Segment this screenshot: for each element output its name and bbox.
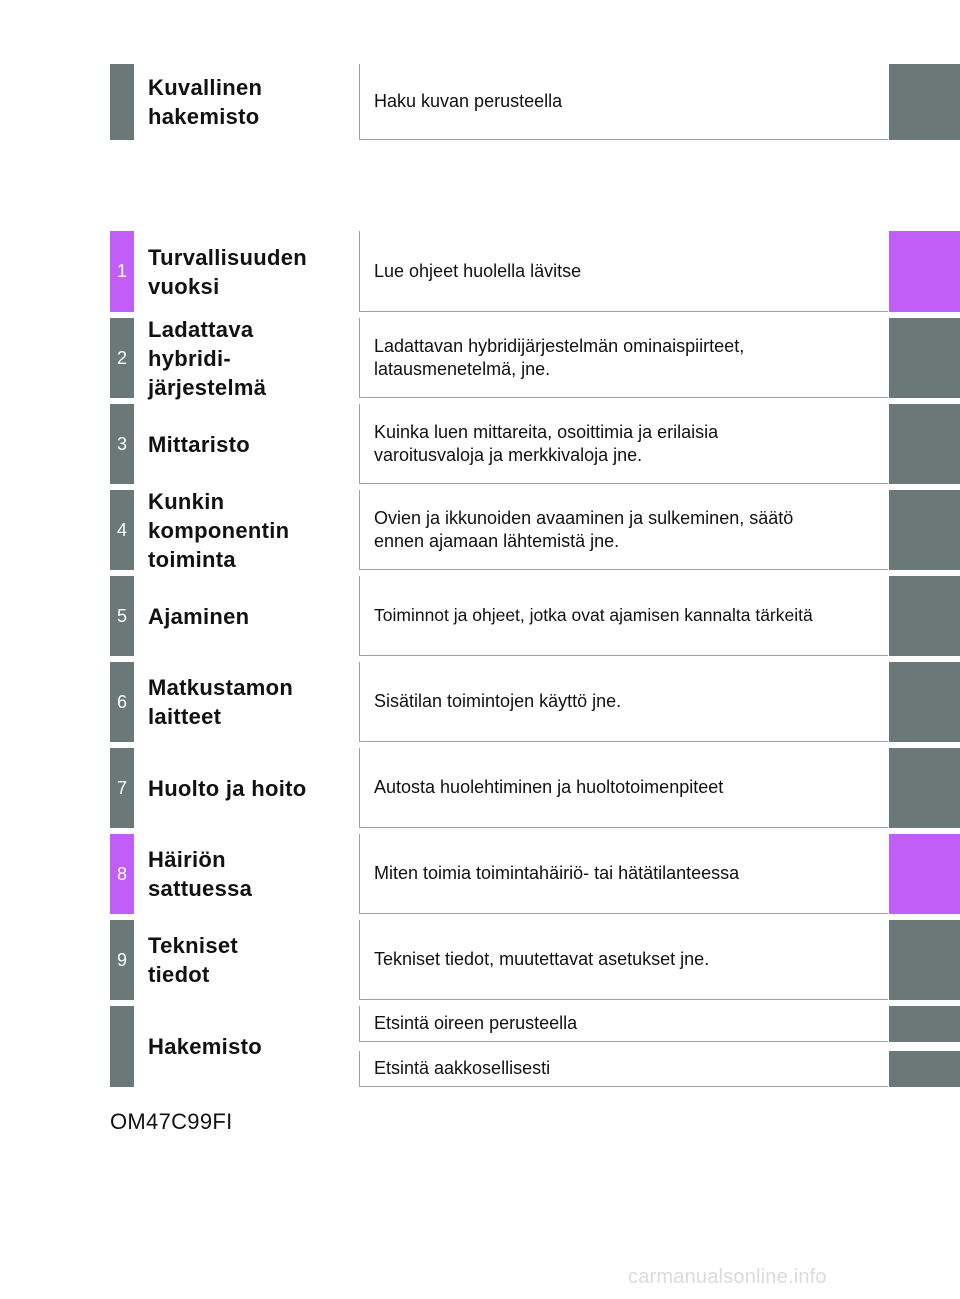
chapter-row-5[interactable]	[110, 576, 960, 656]
header-title: Kuvallinen hakemisto	[148, 75, 263, 129]
chapter-description: Kuinka luen mittareita, osoittimia ja erilaisia varoitusvaloja ja merkkivaloja jne.	[359, 404, 888, 484]
chapter-edge-tab[interactable]	[889, 318, 960, 398]
chapter-number: 3	[110, 404, 134, 484]
chapter-title: Kunkin komponentin toiminta	[148, 488, 290, 572]
chapter-description: Ovien ja ikkunoiden avaaminen ja sulkeminen, säätö ennen ajamaan lähtemistä jne.	[359, 490, 888, 570]
chapter-description: Toiminnot ja ohjeet, jotka ovat ajamisen kannalta tärkeitä	[359, 576, 888, 656]
chapter-title: Huolto ja hoito	[148, 775, 307, 801]
chapter-title: Turvallisuuden vuoksi	[148, 244, 308, 299]
chapter-number: 4	[110, 490, 134, 570]
chapter-edge-tab[interactable]	[889, 748, 960, 828]
chapter-description: Autosta huolehtiminen ja huoltotoimenpiteet	[359, 748, 888, 828]
index-item-alphabetical[interactable]: Etsintä aakkosellisesti	[359, 1051, 888, 1087]
chapter-number: 1	[110, 231, 134, 312]
chapter-number: 6	[110, 662, 134, 742]
chapter-title: Häiriön sattuessa	[148, 847, 253, 901]
chapter-edge-tab[interactable]	[889, 231, 960, 312]
chapter-edge-tab[interactable]	[889, 576, 960, 656]
chapter-edge-tab[interactable]	[889, 662, 960, 742]
chapter-title: Tekniset tiedot	[148, 933, 239, 987]
chapter-description: Sisätilan toimintojen käyttö jne.	[359, 662, 888, 742]
chapter-number: 8	[110, 834, 134, 914]
chapter-title: Ajaminen	[148, 603, 250, 629]
chapter-row-8[interactable]	[110, 834, 960, 914]
header-edge-tab[interactable]	[889, 64, 960, 140]
chapter-row-2[interactable]	[110, 318, 960, 398]
chapter-edge-tab[interactable]	[889, 920, 960, 1000]
chapter-edge-tab[interactable]	[889, 490, 960, 570]
chapter-row-9[interactable]	[110, 920, 960, 1000]
header-description: Haku kuvan perusteella	[359, 64, 888, 140]
chapter-row-7[interactable]	[110, 748, 960, 828]
chapter-number: 2	[110, 318, 134, 398]
chapter-description: Lue ohjeet huolella lävitse	[359, 231, 888, 312]
index-title: Hakemisto	[148, 1034, 262, 1059]
watermark: carmanualsonline.info	[628, 1266, 827, 1288]
index-edge-tab-symptom[interactable]	[889, 1006, 960, 1042]
manual-code: OM47C99FI	[110, 1109, 233, 1134]
chapter-number: 7	[110, 748, 134, 828]
chapter-number: 5	[110, 576, 134, 656]
index-edge-tab-alphabetical[interactable]	[889, 1051, 960, 1087]
index-row	[110, 1006, 960, 1087]
chapter-row-1[interactable]	[110, 231, 960, 312]
chapter-description: Ladattavan hybridijärjestelmän ominaispiirteet, latausmenetelmä, jne.	[359, 318, 888, 398]
chapter-title: Ladattava hybridi- järjestelmä	[148, 316, 267, 400]
chapter-title: Matkustamon laitteet	[148, 675, 294, 729]
chapter-number: 9	[110, 920, 134, 1000]
index-color-bar	[110, 1006, 134, 1087]
chapter-title: Mittaristo	[148, 431, 250, 457]
chapter-description: Miten toimia toimintahäiriö- tai hätätilanteessa	[359, 834, 888, 914]
chapter-edge-tab[interactable]	[889, 404, 960, 484]
header-color-bar	[110, 64, 134, 140]
header-row[interactable]	[110, 64, 960, 140]
chapter-row-3[interactable]	[110, 404, 960, 484]
chapter-row-4[interactable]	[110, 490, 960, 570]
chapter-row-6[interactable]	[110, 662, 960, 742]
index-item-symptom[interactable]: Etsintä oireen perusteella	[359, 1006, 888, 1042]
chapter-edge-tab[interactable]	[889, 834, 960, 914]
chapter-description: Tekniset tiedot, muutettavat asetukset jne.	[359, 920, 888, 1000]
